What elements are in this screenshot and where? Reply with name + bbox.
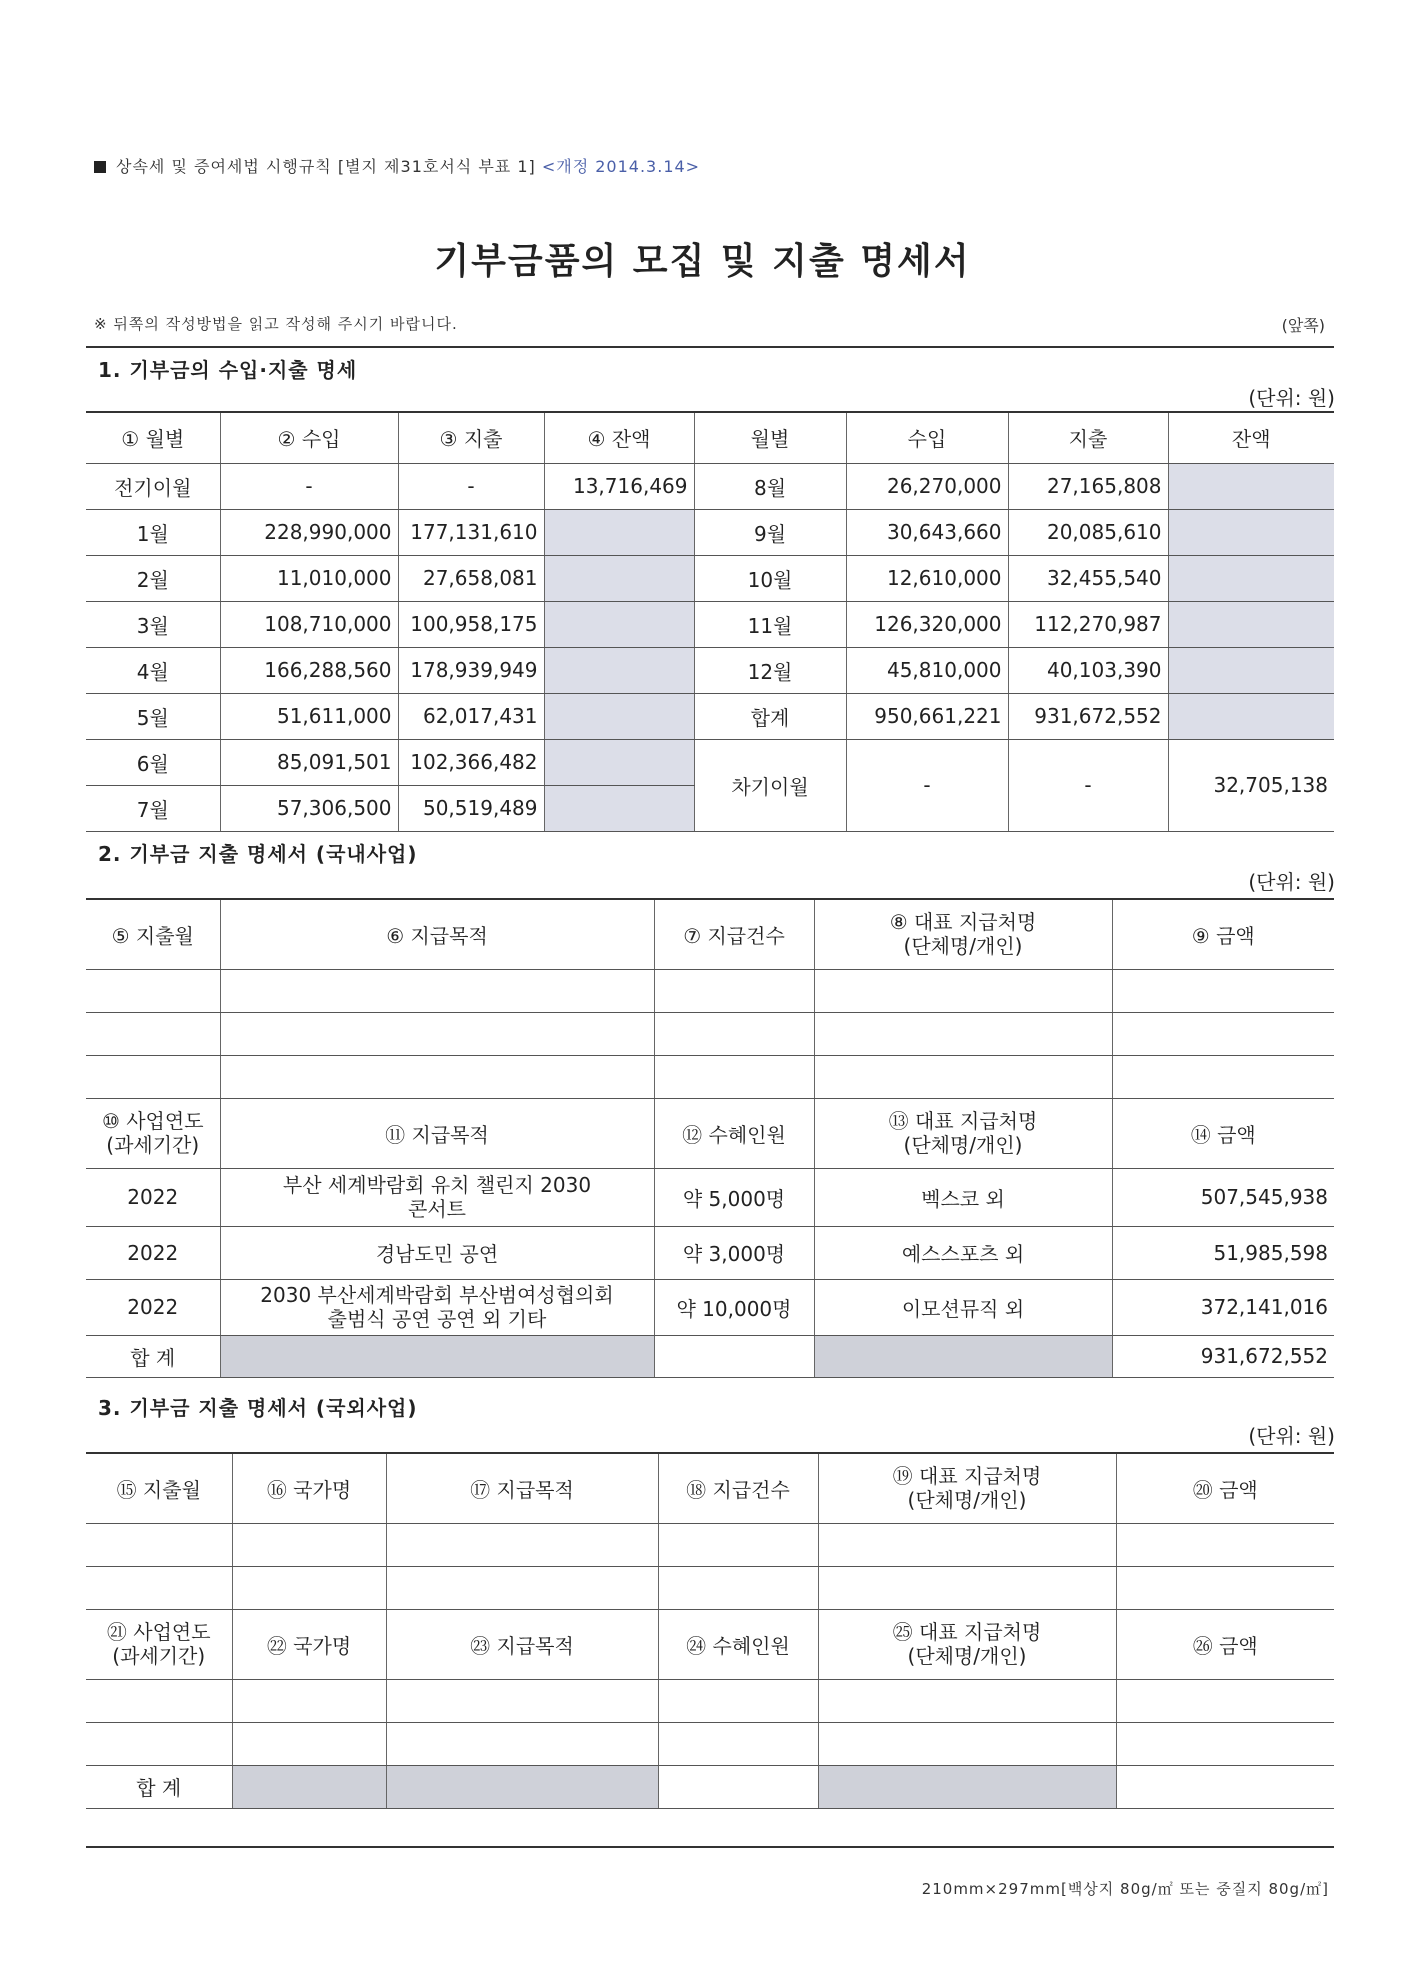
table-row (86, 693, 1334, 739)
year-cell: 2022 (86, 1279, 220, 1335)
expense-cell: 40,103,390 (1008, 647, 1168, 693)
month-cell: 7월 (86, 785, 220, 831)
header-cell: 잔액 (1168, 412, 1334, 463)
shaded-cell (220, 1335, 654, 1377)
balance-cell-shaded (544, 509, 694, 555)
year-cell: 2022 (86, 1168, 220, 1226)
empty-cell (654, 1012, 814, 1055)
header-cell (818, 1609, 1116, 1679)
payee-cell: 예스스포츠 외 (814, 1226, 1112, 1279)
empty-cell (386, 1722, 658, 1765)
header-line: ㉑ 사업연도 (106, 1620, 211, 1644)
table-header-row (86, 1098, 1334, 1168)
header-cell: ⑨ 금액 (1112, 899, 1334, 969)
table-row (86, 601, 1334, 647)
purpose-line: 부산 세계박람회 유치 챌린지 2030 (282, 1173, 592, 1197)
income-cell: 108,710,000 (220, 601, 398, 647)
empty-cell (1112, 1055, 1334, 1098)
empty-cell (654, 969, 814, 1012)
month-cell: 전기이월 (86, 463, 220, 509)
header-cell: 월별 (694, 412, 846, 463)
header-line: (과세기간) (106, 1133, 200, 1157)
shaded-cell (232, 1765, 386, 1808)
empty-cell (220, 1055, 654, 1098)
empty-cell (232, 1523, 386, 1566)
paper-spec: 210mm×297mm[백상지 80g/㎡ 또는 중질지 80g/㎡] (921, 1880, 1329, 1898)
amount-cell: 507,545,938 (1112, 1168, 1334, 1226)
empty-cell (1116, 1566, 1334, 1609)
total-row (86, 1765, 1334, 1808)
purpose-cell (220, 1168, 654, 1226)
table-header-row (86, 412, 1334, 463)
month-cell: 11월 (694, 601, 846, 647)
income-cell: 85,091,501 (220, 739, 398, 785)
section2-unit: (단위: 원) (1248, 870, 1335, 894)
form-reference-text: 상속세 및 증여세법 시행규칙 [별지 제31호서식 부표 1] (116, 157, 536, 176)
empty-cell (86, 1012, 220, 1055)
balance-cell-shaded (1168, 509, 1334, 555)
empty-cell (232, 1722, 386, 1765)
shaded-cell (386, 1765, 658, 1808)
header-cell: ③ 지출 (398, 412, 544, 463)
empty-cell (814, 969, 1112, 1012)
empty-cell (232, 1679, 386, 1722)
header-cell: ㉖ 금액 (1116, 1609, 1334, 1679)
empty-cell (86, 969, 220, 1012)
bottom-divider (86, 1846, 1334, 1848)
empty-cell (386, 1523, 658, 1566)
table-row (86, 1226, 1334, 1279)
empty-cell (818, 1679, 1116, 1722)
purpose-line: 콘서트 (408, 1197, 466, 1221)
empty-cell (1116, 1765, 1334, 1808)
balance-cell-shaded (1168, 601, 1334, 647)
table-row (86, 1168, 1334, 1226)
header-line: ㉕ 대표 지급처명 (892, 1620, 1042, 1644)
section3-title: 3. 기부금 지출 명세서 (국외사업) (98, 1396, 418, 1420)
expense-cell: 50,519,489 (398, 785, 544, 831)
expense-cell: 32,455,540 (1008, 555, 1168, 601)
people-cell: 약 5,000명 (654, 1168, 814, 1226)
table-header-row (86, 1609, 1334, 1679)
people-cell: 약 3,000명 (654, 1226, 814, 1279)
shaded-cell (814, 1335, 1112, 1377)
header-cell: ④ 잔액 (544, 412, 694, 463)
balance-cell-shaded (1168, 693, 1334, 739)
header-cell: ② 수입 (220, 412, 398, 463)
table-row (86, 647, 1334, 693)
income-cell: 57,306,500 (220, 785, 398, 831)
header-line: ⑧ 대표 지급처명 (889, 910, 1037, 935)
purpose-cell: 경남도민 공연 (220, 1226, 654, 1279)
header-line: (단체명/개인) (907, 1644, 1027, 1668)
expense-cell: - (398, 463, 544, 509)
header-cell: ⑮ 지출월 (86, 1453, 232, 1523)
expense-cell: 100,958,175 (398, 601, 544, 647)
expense-cell: 177,131,610 (398, 509, 544, 555)
header-line: (단체명/개인) (907, 1488, 1027, 1513)
income-cell: 126,320,000 (846, 601, 1008, 647)
header-cell: ① 월별 (86, 412, 220, 463)
header-cell (814, 1098, 1112, 1168)
empty-cell (658, 1566, 818, 1609)
overseas-expense-table (86, 1452, 1334, 1809)
month-cell: 9월 (694, 509, 846, 555)
expense-cell: 178,939,949 (398, 647, 544, 693)
income-cell: 166,288,560 (220, 647, 398, 693)
month-cell: 6월 (86, 739, 220, 785)
income-expense-table (86, 411, 1334, 832)
empty-cell (220, 1012, 654, 1055)
table-row (86, 1566, 1334, 1609)
header-line: (단체명/개인) (903, 934, 1023, 959)
month-cell: 8월 (694, 463, 846, 509)
header-cell: ⑪ 지급목적 (220, 1098, 654, 1168)
year-cell: 2022 (86, 1226, 220, 1279)
income-cell: 26,270,000 (846, 463, 1008, 509)
month-cell: 2월 (86, 555, 220, 601)
total-row (86, 1335, 1334, 1377)
header-cell: ⑱ 지급건수 (658, 1453, 818, 1523)
table-row (86, 969, 1334, 1012)
header-cell: ⑭ 금액 (1112, 1098, 1334, 1168)
table-row (86, 463, 1334, 509)
header-cell: ⑯ 국가명 (232, 1453, 386, 1523)
income-total-cell: 950,661,221 (846, 693, 1008, 739)
header-cell: ⑥ 지급목적 (220, 899, 654, 969)
empty-cell (818, 1566, 1116, 1609)
empty-cell (220, 969, 654, 1012)
header-cell: 지출 (1008, 412, 1168, 463)
amount-cell: 372,141,016 (1112, 1279, 1334, 1335)
payee-cell: 이모션뮤직 외 (814, 1279, 1112, 1335)
header-cell: ㉓ 지급목적 (386, 1609, 658, 1679)
total-label-cell: 합계 (694, 693, 846, 739)
expense-cell: 27,658,081 (398, 555, 544, 601)
balance-cell: 13,716,469 (544, 463, 694, 509)
total-amount: 931,672,552 (1112, 1335, 1334, 1377)
domestic-expense-table (86, 898, 1334, 1378)
section1-unit: (단위: 원) (1248, 386, 1335, 410)
income-cell: - (220, 463, 398, 509)
month-cell: 3월 (86, 601, 220, 647)
table-row (86, 739, 1334, 785)
purpose-cell (220, 1279, 654, 1335)
header-line: ⑬ 대표 지급처명 (888, 1109, 1038, 1133)
empty-cell (232, 1566, 386, 1609)
header-line: ⑩ 사업연도 (101, 1109, 204, 1133)
balance-cell-shaded (544, 785, 694, 831)
form-reference (94, 154, 700, 177)
table-header-row (86, 1453, 1334, 1523)
section1-title: 1. 기부금의 수입·지출 명세 (98, 358, 358, 382)
table-row (86, 1523, 1334, 1566)
empty-cell (658, 1523, 818, 1566)
amount-cell: 51,985,598 (1112, 1226, 1334, 1279)
purpose-line: 출범식 공연 공연 외 기타 (327, 1307, 547, 1331)
shaded-cell (818, 1765, 1116, 1808)
total-label: 합 계 (86, 1765, 232, 1808)
month-cell: 10월 (694, 555, 846, 601)
empty-cell (654, 1335, 814, 1377)
header-line: ⑲ 대표 지급처명 (892, 1464, 1042, 1489)
balance-cell-shaded (544, 555, 694, 601)
header-cell: ㉒ 국가명 (232, 1609, 386, 1679)
header-cell: ㉔ 수혜인원 (658, 1609, 818, 1679)
expense-cell: 112,270,987 (1008, 601, 1168, 647)
header-cell (86, 1609, 232, 1679)
section3-unit: (단위: 원) (1248, 1424, 1335, 1448)
carry-forward-income: - (846, 739, 1008, 831)
header-cell: ⑤ 지출월 (86, 899, 220, 969)
income-cell: 228,990,000 (220, 509, 398, 555)
empty-cell (1116, 1722, 1334, 1765)
empty-cell (814, 1055, 1112, 1098)
header-cell: ⑳ 금액 (1116, 1453, 1334, 1523)
header-cell: ⑫ 수혜인원 (654, 1098, 814, 1168)
empty-cell (386, 1679, 658, 1722)
expense-total-cell: 931,672,552 (1008, 693, 1168, 739)
expense-cell: 62,017,431 (398, 693, 544, 739)
empty-cell (658, 1765, 818, 1808)
header-line: (과세기간) (112, 1644, 206, 1668)
total-label: 합 계 (86, 1335, 220, 1377)
month-cell: 4월 (86, 647, 220, 693)
balance-cell-shaded (1168, 555, 1334, 601)
carry-forward-balance: 32,705,138 (1168, 739, 1334, 831)
expense-cell: 20,085,610 (1008, 509, 1168, 555)
empty-cell (86, 1679, 232, 1722)
section2-title: 2. 기부금 지출 명세서 (국내사업) (98, 842, 418, 866)
table-row (86, 1012, 1334, 1055)
header-cell (86, 1098, 220, 1168)
empty-cell (814, 1012, 1112, 1055)
income-cell: 12,610,000 (846, 555, 1008, 601)
table-row (86, 1279, 1334, 1335)
balance-cell-shaded (1168, 463, 1334, 509)
expense-cell: 27,165,808 (1008, 463, 1168, 509)
empty-cell (1116, 1679, 1334, 1722)
table-row (86, 555, 1334, 601)
expense-cell: 102,366,482 (398, 739, 544, 785)
income-cell: 30,643,660 (846, 509, 1008, 555)
table-row (86, 509, 1334, 555)
page-side-label: (앞쪽) (1281, 316, 1325, 335)
header-line: (단체명/개인) (903, 1133, 1023, 1157)
balance-cell-shaded (544, 601, 694, 647)
document-title: 기부금품의 모집 및 지출 명세서 (434, 241, 971, 282)
square-bullet-icon (94, 161, 106, 173)
empty-cell (1112, 969, 1334, 1012)
carry-forward-label: 차기이월 (694, 739, 846, 831)
income-cell: 51,611,000 (220, 693, 398, 739)
empty-cell (818, 1722, 1116, 1765)
empty-cell (1116, 1523, 1334, 1566)
header-cell (818, 1453, 1116, 1523)
empty-cell (1112, 1012, 1334, 1055)
balance-cell-shaded (544, 647, 694, 693)
balance-cell-shaded (544, 693, 694, 739)
empty-cell (658, 1679, 818, 1722)
header-cell: ⑦ 지급건수 (654, 899, 814, 969)
empty-cell (654, 1055, 814, 1098)
top-divider (86, 346, 1334, 348)
people-cell: 약 10,000명 (654, 1279, 814, 1335)
balance-cell-shaded (544, 739, 694, 785)
income-cell: 45,810,000 (846, 647, 1008, 693)
payee-cell: 벡스코 외 (814, 1168, 1112, 1226)
empty-cell (86, 1566, 232, 1609)
table-row (86, 1722, 1334, 1765)
table-row (86, 1679, 1334, 1722)
month-cell: 5월 (86, 693, 220, 739)
empty-cell (658, 1722, 818, 1765)
empty-cell (86, 1722, 232, 1765)
empty-cell (818, 1523, 1116, 1566)
month-cell: 1월 (86, 509, 220, 555)
header-cell: 수입 (846, 412, 1008, 463)
carry-forward-expense: - (1008, 739, 1168, 831)
purpose-line: 2030 부산세계박람회 부산범여성협의회 (260, 1283, 614, 1307)
table-row (86, 1055, 1334, 1098)
empty-cell (86, 1523, 232, 1566)
table-header-row (86, 899, 1334, 969)
empty-cell (386, 1566, 658, 1609)
balance-cell-shaded (1168, 647, 1334, 693)
header-cell (814, 899, 1112, 969)
income-cell: 11,010,000 (220, 555, 398, 601)
empty-cell (86, 1055, 220, 1098)
revision-date: <개정 2014.3.14> (541, 157, 701, 176)
instruction-note: ※ 뒤쪽의 작성방법을 읽고 작성해 주시기 바랍니다. (94, 315, 458, 333)
header-cell: ⑰ 지급목적 (386, 1453, 658, 1523)
month-cell: 12월 (694, 647, 846, 693)
